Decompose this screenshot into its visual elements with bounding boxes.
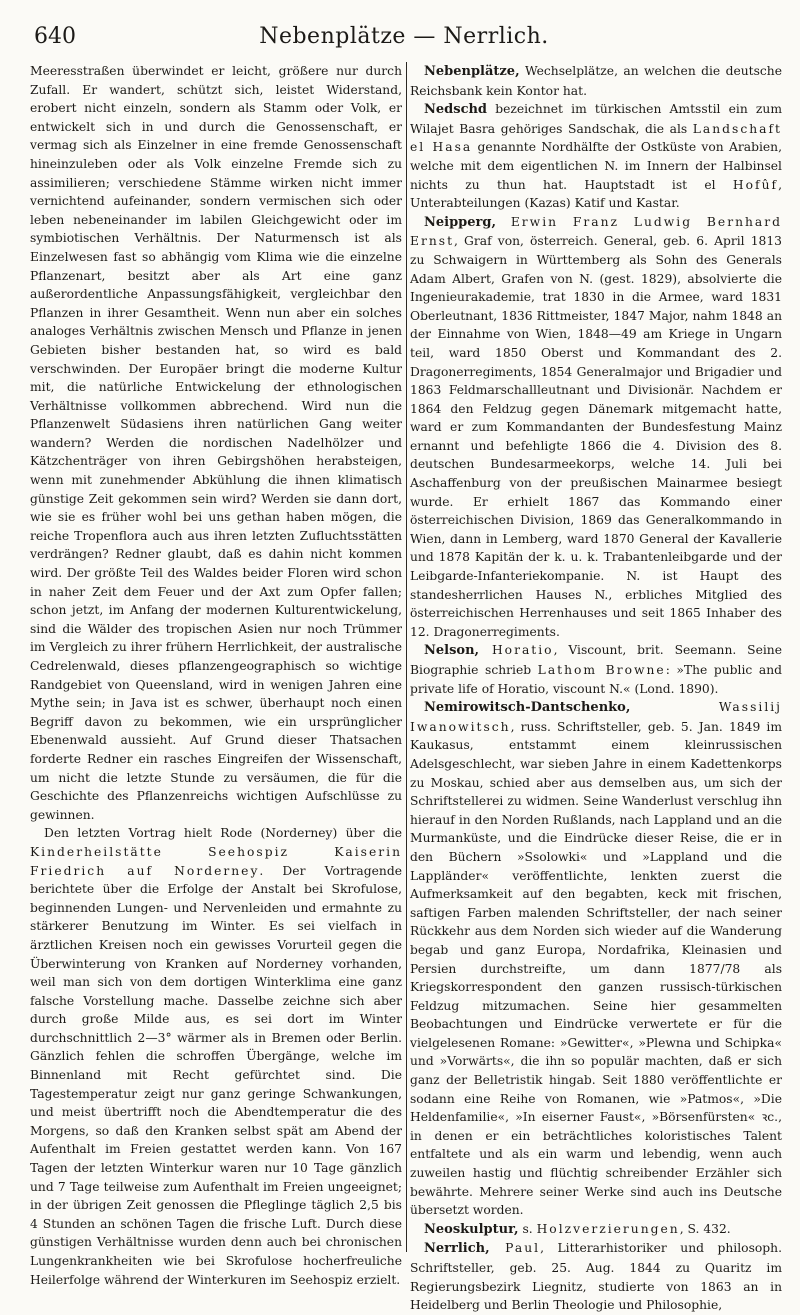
entry-nelson — [410, 641, 782, 698]
spaced-emphasis: Horatio — [479, 643, 554, 658]
spaced-emphasis: Hofûf — [732, 177, 779, 192]
entry-nemirowitsch-dantschenko — [410, 698, 782, 1220]
entry-text: , Graf von, österreich. General, geb. 6. April 1813 zu Schwaigern in Württemberg als Sohn des Generals Adam Albert, Grafen von N. (gest. 1829), absolvierte die Ingenieurakademie, trat 1830 in die Armee, ward 1831 Oberleutnant, 1836 Rittmeister, 1847 Major, nahm 1848 an der Einnahme von Wien, 1848—49 am Kriege in Ungarn teil, ward 1850 Oberst und Kommandant des 2. Dragonerregiments, 1854 Generalmajor und Brigadier und 1863 Feldmarschallleutnant und Divisionär. Nachdem er 1864 den Feldzug gegen Dänemark mitgemacht hatte, ward er zum Kommandanten der Bundesfestung Mainz ernannt und befehligte 1866 die 4. Division des 8. deutschen Bundesarmeekorps, welche 14. Juli bei Aschaffenburg von der preußischen Mainarmee besiegt wurde. Er erhielt 1867 das Kommando einer österreichischen Division, 1869 das Generalkommando in Wien, dann in Lemberg, ward 1870 General der Kavallerie und 1878 Kapitän der k. u. k. Trabantenleibgarde und der Leibgarde-Infanteriekompanie. N. ist Haupt des standesherrlichen Hauses N., erbliches Mitglied des österreichischen Herrenhauses und seit 1865 Inhaber des 12. Dragonerregiments. — [410, 234, 782, 639]
page-header — [30, 22, 778, 56]
column-divider — [406, 62, 407, 1252]
spaced-emphasis: Lathom Browne — [537, 663, 666, 677]
entry-text: , russ. Schriftsteller, geb. 5. Jan. 1849 im Kaukasus, entstammt einem kleinrussischen Adelsgeschlecht, war sieben Jahre in einem Kadettenkorps zu Moskau, schied aber aus demselben aus, um sich der Schriftstellerei zu widmen. Seine Wanderlust verschlug ihn hierauf in den Norden Rußlands, nach Lappland und an die Murmanküste, und die Eindrücke dieser Reise, die er in den Büchern »Ssolowki« und »Lappland und die Lappländer« veröffentlichte, lenkten zuerst die Aufmerksamkeit auf den begabten, keck mit frischen, saftigen Farben malenden Schriftsteller, der nach seiner Rückkehr aus dem Norden sich wieder auf die Wanderung begab und ganz Europa, Nordafrika, Kleinasien und Persien durchstreifte, um dann 1877/78 als Kriegskorrespondent den ganzen russisch-türkischen Feldzug mitzumachen. Seine hier gesammelten Beobachtungen und Eindrücke verwertete er für die vielgelesenen Romane: »Gewitter«, »Plewna und Schipka« und »Vorwärts«, die ihn so populär machten, daß er sich ganz der Belletristik hingab. Seit 1880 veröffentlichte er sodann eine Reihe von Romanen, wie »Patmos«, »Die Heldenfamilie«, »In eiserner Faust«, »Börsenfürsten« ꝛc., in denen er ein beträchtliches koloristisches Talent entfaltete und als ein warm und lebendig, wenn auch zuweilen hastig und flüchtig schreibender Erzähler sich bewährte. Mehrere seiner Werke sind auch ins Deutsche übersetzt worden. — [410, 719, 782, 1218]
spaced-emphasis: Wassilij Iwanowitsch — [410, 700, 782, 734]
paragraph-text: Den letzten Vortrag hielt Rode (Norderney) über die — [44, 826, 402, 841]
entry-nerrlich — [410, 1239, 782, 1314]
headword: Nedschd — [424, 102, 488, 118]
spaced-emphasis: Kinderheilstätte Seehospiz Kaiserin Friedrich auf Norderney — [30, 844, 402, 878]
paragraph-text: . Der Vortragende berichtete über die Erfolge der Anstalt bei Skrofulose, beginnenden Lungen- und Nervenleiden und ermahnte zu stärkerer Benutzung im Winter. Es sei vielfach in ärztlichen Kreisen noch ein gewisses Vorurteil gegen die Überwinterung von Kranken auf Norderney vorhanden, weil man sich von dem dortigen Winterklima eine ganz falsche Vorstellung mache. Dasselbe zeichne sich aber durch große Milde aus, es sei dort im Winter durchschnittlich 2—3° wärmer als in Bremen oder Berlin. Gänzlich fehlen die schroffen Übergänge, welche im Binnenland mit Recht gefürchtet sind. Die Tagestemperatur zeigt nur ganz geringe Schwankungen, und meist übertrifft noch die Abendtemperatur die des Morgens, so daß den Kranken selbst spät am Abend der Aufenthalt im Freien gestattet werden kann. Von 167 Tagen der letzten Winterkur waren nur 10 Tage gänzlich und 7 Tage teilweise zum Aufenthalt im Freien ungeeignet; in der übrigen Zeit genossen die Pfleglinge täglich 2,5 bis 4 Stunden an schönen Tagen die frische Luft. Durch diese günstigen Verhältnisse wurden denn auch bei chronischen Lungenkrankheiten wie bei Skrofulose hocherfreuliche Heilerfolge während der Winterkuren im Seehospiz erzielt. — [30, 863, 402, 1287]
entry-text: s. — [518, 1221, 537, 1236]
headword: Neipperg, — [424, 214, 497, 230]
entry-nebenplaetze — [410, 62, 782, 100]
entry-text: Wechselplätze, an welchen die deutsche Reichsbank kein Kontor hat. — [410, 64, 782, 98]
spaced-emphasis: Erwin Franz Ludwig Bernhard Ernst — [410, 214, 782, 249]
paragraph — [30, 824, 402, 1289]
entry-text: , S. 432. — [679, 1221, 731, 1236]
entry-text: , Unterabteilungen (Kazas) Katif und Kastar. — [410, 177, 782, 211]
page-number: 640 — [34, 24, 76, 49]
entry-neoskulptur — [410, 1220, 782, 1240]
right-column — [410, 62, 783, 1313]
text-columns — [30, 62, 783, 1313]
headword: Nerrlich, — [424, 1241, 490, 1257]
cross-reference: Holzverzierungen — [536, 1221, 680, 1236]
headword: Nemirowitsch-Dantschenko, — [424, 700, 631, 716]
entry-text: bezeichnet im türkischen Amtsstil ein zum Wilajet Basra gehöriges Sandschak, die als — [410, 102, 782, 136]
spaced-emphasis: Paul — [489, 1241, 541, 1256]
headword: Neoskulptur, — [424, 1221, 519, 1237]
entry-text: : »The public and private life of Horatio, viscount N.« (Lond. 1890). — [410, 663, 782, 696]
entry-nedschd — [410, 100, 782, 213]
entry-text: , Viscount, brit. Seemann. Seine Biographie schrieb — [410, 643, 783, 677]
paragraph: Meeresstraßen überwindet er leicht, größere nur durch Zufall. Er wandert, schützt sich, leistet Widerstand, erobert nicht einzeln, sondern als Stamm oder Volk, er entwickelt sich in und durch die Genossenschaft, er vermag sich als Einzelner in eine fremde Genossenschaft hineinzuleben oder als Volk einzelne Fremde sich zu assimilieren; verschiedene Stämme wirken nicht immer vernichtend aufeinander, sondern vermischen sich oder leben nebeneinander im labilen Gleichgewicht oder im symbiotischen Verhältnis. Der Naturmensch ist als Einzelwesen fast so abhängig vom Klima wie die einzelne Pflanzenart, besitzt aber als Art eine ganz außerordentliche Anpassungsfähigkeit, vergleichbar den Pflanzen in ihrer Gesamtheit. Wenn nun aber ein solches analoges Verhältnis zwischen Mensch und Pflanze in jenen Gebieten bisher bestanden hat, so wird es bald verschwinden. Der Europäer bringt die moderne Kultur mit, die natürliche Entwickelung der ethnologischen Verhältnisse vollkommen abbrechend. Wird nun die Pflanzenwelt Südasiens ihren natürlichen Gang weiter wandern? Werden die nordischen Nadelhölzer und Kätzchenträger von ihren Gebirgshöhen herabsteigen, wenn mit zunehmender Abkühlung die ihnen klimatisch günstige Zeit gekommen sein wird? Werden sie dann dort, wie sie es früher wohl bei uns gethan haben mögen, die reiche Tropenflora auch aus ihren letzten Zufluchtsstätten verdrängen? Redner glaubt, daß es dahin nicht kommen wird. Der größte Teil des Waldes beider Floren wird schon in naher Zeit dem Feuer und der Axt zum Opfer fallen; schon jetzt, im Anfang der modernen Kulturentwickelung, sind die Wälder des tropischen Asien nur noch Trümmer im Vergleich zu ihrer frühern Herrlichkeit, der australische Cedrelenwald, dieses pflanzengeographisch so wichtige Randgebiet von Queensland, wird in wenigen Jahren eine Mythe sein; in Java ist es schwer, überhaupt noch einen Begriff davon zu bekommen, wie ein ursprünglicher Ebenenwald aussieht. Auf Grund dieser Thatsachen forderte Redner ein rasches Eingreifen der Wissenschaft, um nicht die letzte Stunde zu versäumen, die für die Geschichte des Pflanzenreichs wichtigen Aufschlüsse zu gewinnen. — [30, 64, 402, 822]
running-title: Nebenplätze — Nerrlich. — [259, 24, 549, 49]
spaced-emphasis: Landschaft el Hasa — [410, 121, 782, 155]
entry-text: genannte Nordhälfte der Ostküste von Arabien, welche mit dem eigentlichen N. im Innern der Halbinsel nichts zu thun hat. Hauptstadt ist el — [410, 140, 782, 192]
left-column — [30, 62, 402, 1287]
headword: Nelson, — [424, 643, 480, 659]
entry-neipperg — [410, 213, 782, 642]
entry-text: , Litterarhistoriker und philosoph. Schriftsteller, geb. 25. Aug. 1844 zu Quaritz im Regierungsbezirk Liegnitz, studierte von 1863 an in Heidelberg und Berlin Theologie und Philosophie, — [410, 1241, 782, 1313]
headword: Nebenplätze, — [424, 64, 520, 79]
